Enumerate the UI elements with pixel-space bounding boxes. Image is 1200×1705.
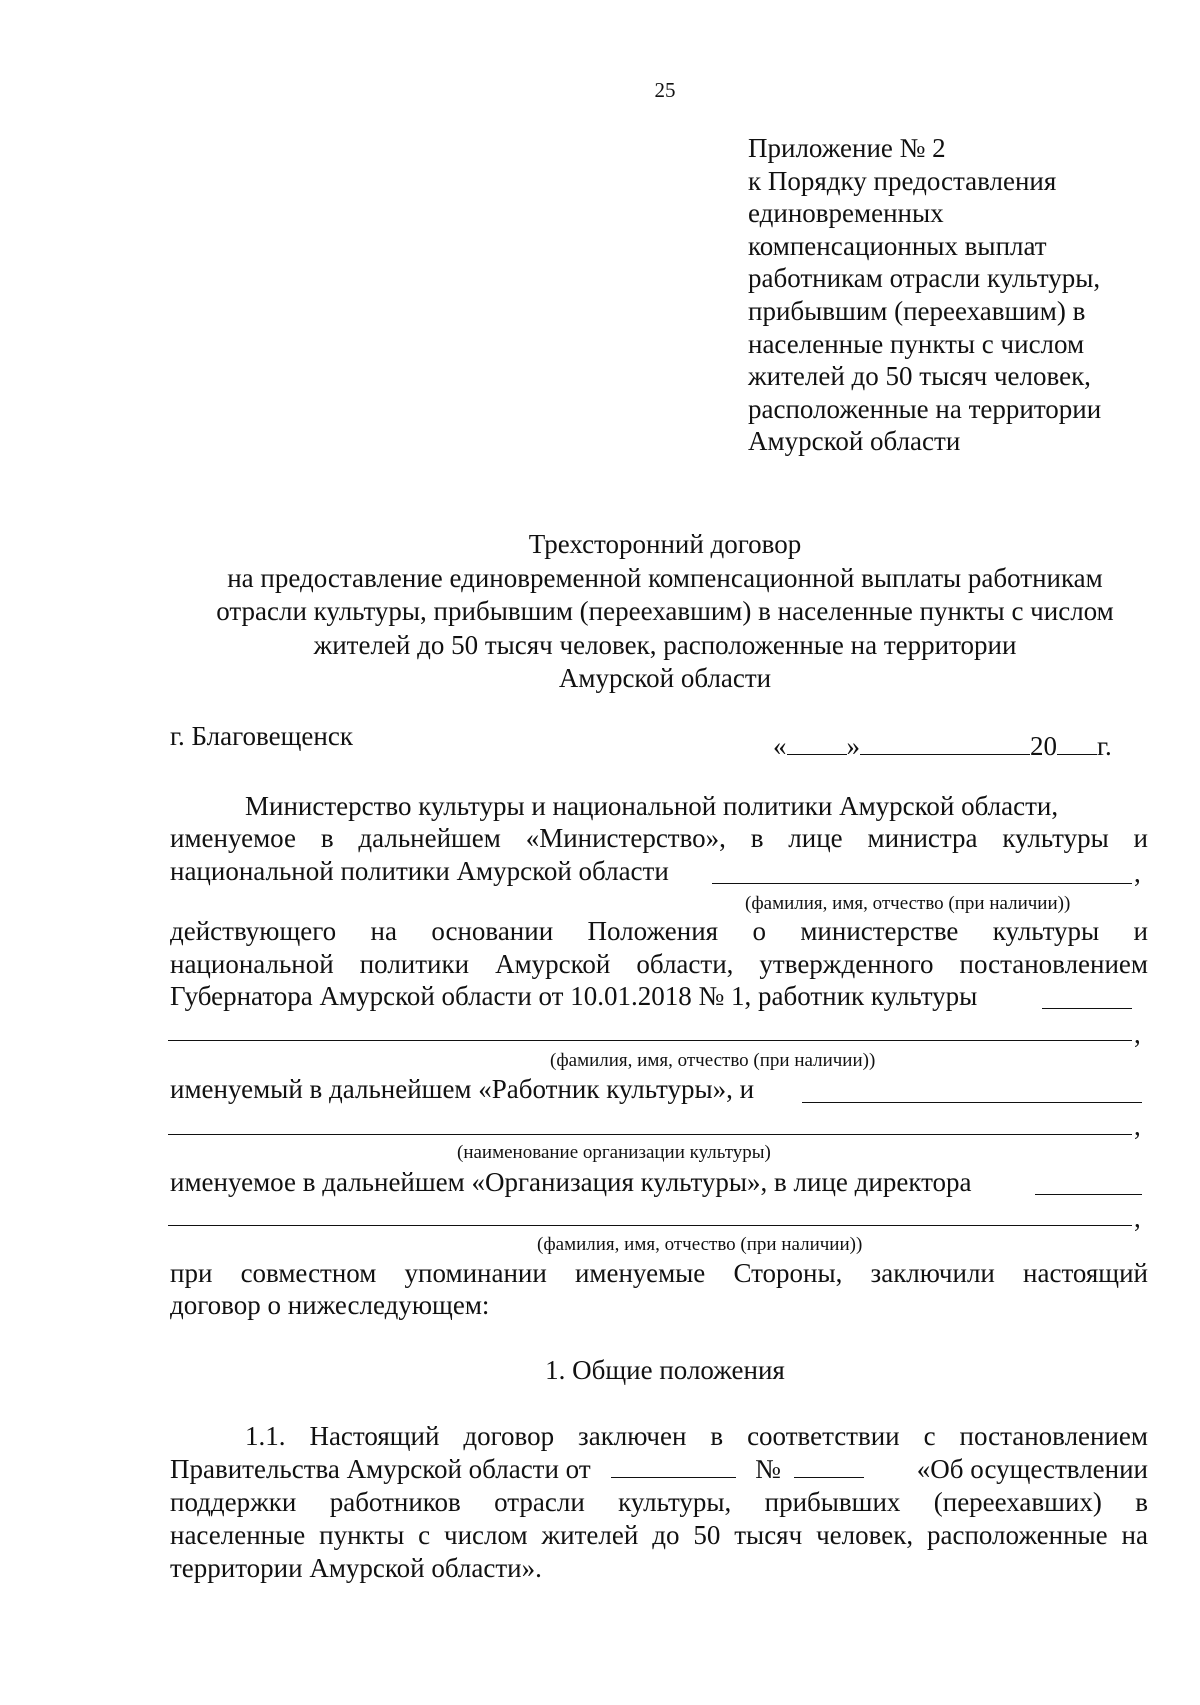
appendix-line: прибывшим (переехавшим) в <box>748 295 1086 326</box>
title-line: Трехсторонний договор <box>528 529 802 559</box>
appendix-line: населенные пункты с числом <box>748 328 1085 359</box>
clause-1-1-line-4: населенные пункты с числом жителей до 50 тысяч человек, расположенные на <box>170 1520 1148 1550</box>
document-title <box>0 528 1200 696</box>
organization-blank-b <box>168 1134 1132 1135</box>
close-quote: » <box>846 731 860 761</box>
joint-line-1: при совместном упоминании именуемые Стороны, заключили настоящий <box>170 1258 1148 1288</box>
appendix-line: к Порядку предоставления <box>748 165 1057 196</box>
comma: , <box>1134 858 1141 888</box>
year-suffix: г. <box>1097 731 1112 761</box>
appendix-line: Приложение № 2 <box>748 133 946 163</box>
title-line: Амурской области <box>558 663 772 693</box>
clause-text: Правительства Амурской области от <box>170 1454 591 1484</box>
comma: , <box>1134 1203 1141 1233</box>
worker-name-blank-b <box>168 1040 1132 1041</box>
year-blank <box>1057 730 1097 755</box>
joint-line-2: договор о нижеследующем: <box>170 1290 490 1320</box>
page-number: 25 <box>654 78 676 102</box>
director-name-blank-a <box>1035 1194 1142 1195</box>
caption-fio: (фамилия, имя, отчество (при наличии)) <box>537 1234 863 1255</box>
clause-1-1-line-1: 1.1. Настоящий договор заключен в соответствии с постановлением <box>245 1421 1148 1451</box>
appendix-line: компенсационных выплат <box>748 230 1047 261</box>
title-line: на предоставление единовременной компенсационной выплаты работникам <box>227 562 1103 593</box>
acting-line-1: действующего на основании Положения о министерстве культуры и <box>170 916 1148 946</box>
comma: , <box>1134 1111 1141 1141</box>
organization-line: именуемое в дальнейшем «Организация культуры», в лице директора <box>170 1167 972 1197</box>
number-sign: № <box>755 1454 781 1484</box>
appendix-header <box>748 132 1101 458</box>
open-quote: « <box>773 731 787 761</box>
appendix-line: Амурской области <box>748 426 961 457</box>
month-blank <box>860 730 1030 755</box>
appendix-line: расположенные на территории <box>748 393 1102 424</box>
year-prefix: 20 <box>1030 731 1057 761</box>
worker-name-blank-a <box>1042 1008 1132 1009</box>
date-blank <box>611 1453 736 1478</box>
acting-line-2: национальной политики Амурской области, утвержденного постановлением <box>170 949 1148 979</box>
appendix-line: единовременных <box>748 198 944 229</box>
minister-name-blank <box>712 883 1132 884</box>
day-blank <box>787 730 847 755</box>
clause-1-1-line-3: поддержки работников отрасли культуры, прибывших (переехавших) в <box>170 1487 1148 1517</box>
ministry-line-2: именуемое в дальнейшем «Министерство», в лице министра культуры и <box>170 823 1148 853</box>
date-line <box>773 730 1112 762</box>
number-blank <box>794 1453 864 1478</box>
appendix-line: работникам отрасли культуры, <box>748 263 1101 294</box>
caption-org: (наименование организации культуры) <box>457 1142 771 1163</box>
comma: , <box>1134 1019 1141 1049</box>
ministry-line-3: национальной политики Амурской области <box>170 856 669 886</box>
acting-line-3: Губернатора Амурской области от 10.01.2018 № 1, работник культуры <box>170 981 978 1011</box>
worker-line: именуемый в дальнейшем «Работник культуры», и <box>170 1074 755 1104</box>
city: г. Благовещенск <box>170 721 353 751</box>
title-line: жителей до 50 тысяч человек, расположенные на территории <box>313 629 1017 660</box>
appendix-line: жителей до 50 тысяч человек, <box>748 361 1091 392</box>
clause-1-1-line-2 <box>170 1453 1148 1485</box>
ministry-line-1: Министерство культуры и национальной политики Амурской области, <box>245 791 1059 821</box>
section-heading: 1. Общие положения <box>545 1355 785 1385</box>
caption-fio: (фамилия, имя, отчество (при наличии)) <box>745 893 1071 914</box>
director-name-blank-b <box>168 1225 1132 1226</box>
organization-blank-a <box>802 1102 1142 1103</box>
clause-1-1-line-5: территории Амурской области». <box>170 1553 542 1583</box>
caption-fio: (фамилия, имя, отчество (при наличии)) <box>550 1050 876 1071</box>
clause-text: «Об осуществлении <box>916 1454 1148 1484</box>
title-line: отрасли культуры, прибывшим (переехавшим) в населенные пункты с числом <box>216 596 1114 626</box>
